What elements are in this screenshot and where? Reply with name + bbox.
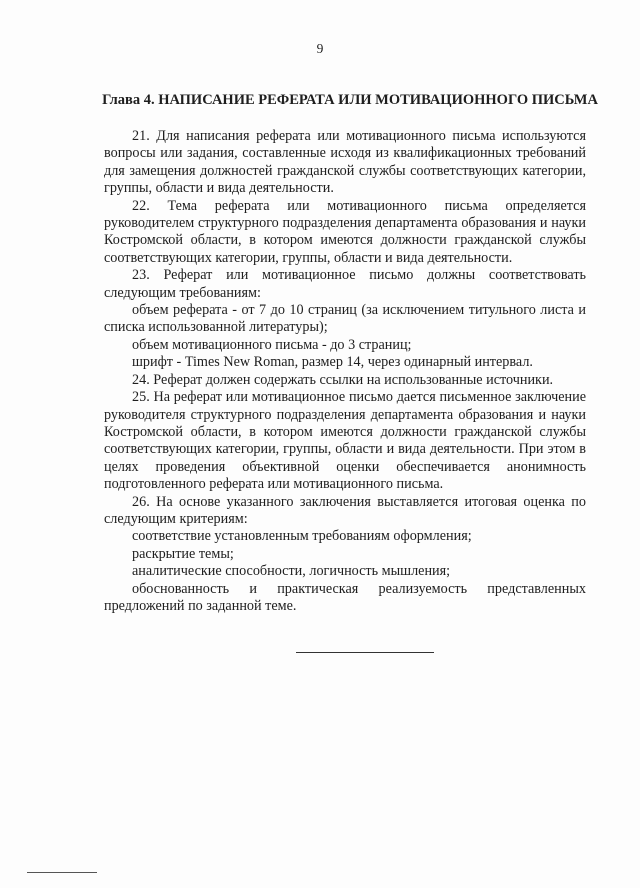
- criterion-item: соответствие установленным требованиям оформления;: [132, 528, 472, 545]
- paragraph-26: 26. На основе указанного заключения выставляется итоговая оценка по следующим критериям:: [104, 493, 586, 527]
- body-text: [104, 128, 586, 615]
- footnote-line: [27, 872, 97, 873]
- paragraph-22: 22. Тема реферата или мотивационного письма определяется руководителем структурного подразделения департамента образования и науки Костромской области, в котором имеются должности гражданской службы соответствующих категории, группы, области и вида деятельности.: [104, 197, 586, 266]
- criterion-item: обоснованность и практическая реализуемость представленных предложений по заданной теме.: [104, 580, 586, 614]
- paragraph-21: 21. Для написания реферата или мотивационного письма используются вопросы или задания, составленные исходя из квалификационных требований для замещения должностей гражданской службы соответствующих категории, группы, области и вида деятельности.: [104, 128, 586, 197]
- requirement-item: объем реферата - от 7 до 10 страниц (за исключением титульного листа и списка использованной литературы);: [104, 302, 586, 336]
- end-separator-line: [296, 652, 434, 653]
- paragraph-23: 23. Реферат или мотивационное письмо должны соответствовать следующим требованиям:: [104, 267, 586, 301]
- requirement-item: шрифт - Times New Roman, размер 14, через одинарный интервал.: [132, 354, 533, 371]
- criterion-item: аналитические способности, логичность мышления;: [132, 563, 451, 580]
- page-number: 9: [316, 41, 324, 56]
- paragraph-25: 25. На реферат или мотивационное письмо дается письменное заключение руководителя структурного подразделения департамента образования и науки Костромской области, в котором имеются должности гражданской службы соответствующих категории, группы, области и вида деятельности. При этом в целях проведения объективной оценки обеспечивается анонимность подготовленного реферата или мотивационного письма.: [104, 389, 586, 493]
- requirement-item: объем мотивационного письма - до 3 страниц;: [132, 336, 412, 353]
- criterion-item: раскрытие темы;: [132, 545, 234, 562]
- paragraph-24: 24. Реферат должен содержать ссылки на использованные источники.: [132, 371, 554, 388]
- chapter-title: Глава 4. НАПИСАНИЕ РЕФЕРАТА ИЛИ МОТИВАЦИОННОГО ПИСЬМА: [102, 92, 598, 108]
